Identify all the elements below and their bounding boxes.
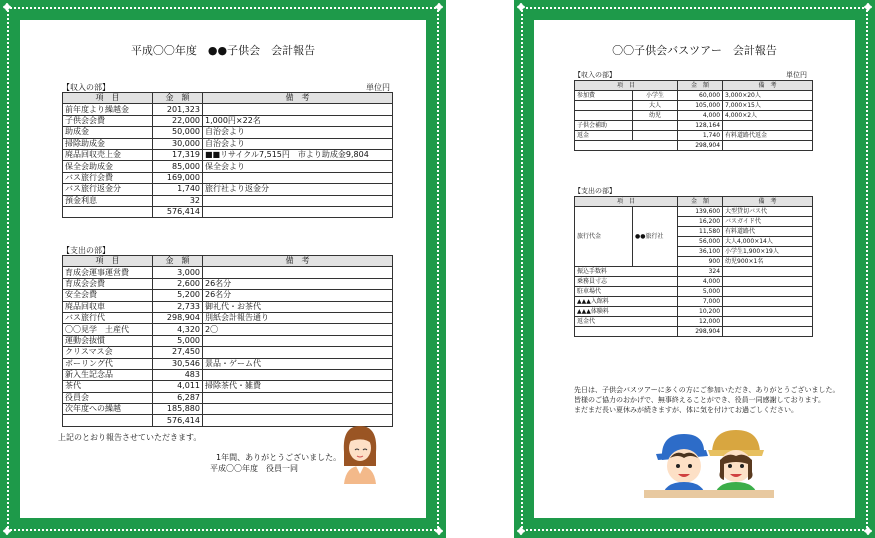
amount-cell: 298,904 xyxy=(153,312,203,323)
note-cell: 有料道路代返金 xyxy=(723,131,813,141)
table-row xyxy=(575,101,813,111)
item-cell: 〇〇見学 土産代 xyxy=(63,324,153,335)
page-content xyxy=(20,20,426,518)
total-row xyxy=(575,141,813,151)
unit-label: 単位円 xyxy=(786,71,807,79)
amount-cell: 11,580 xyxy=(678,227,723,237)
table-row xyxy=(575,267,813,277)
amount-cell: 201,323 xyxy=(153,104,203,115)
item-cell: 運動会抜慣 xyxy=(63,335,153,346)
amount-cell: 7,000 xyxy=(678,297,723,307)
amount-cell: 60,000 xyxy=(678,91,723,101)
amount-cell: 185,880 xyxy=(153,404,203,415)
col-header-item: 項 目 xyxy=(63,93,153,104)
amount-cell: 17,319 xyxy=(153,149,203,160)
note-cell xyxy=(723,277,813,287)
travel-company-cell: ●●旅行社 xyxy=(633,207,678,267)
note-cell: 自治会より xyxy=(203,127,393,138)
empty-cell xyxy=(575,327,678,337)
amount-cell: 56,000 xyxy=(678,237,723,247)
children-illustration-icon xyxy=(644,420,774,498)
note-cell xyxy=(203,404,393,415)
item-cell: 掃除助成金 xyxy=(63,138,153,149)
empty-cell xyxy=(723,327,813,337)
note-cell: 御礼代・お茶代 xyxy=(203,301,393,312)
amount-cell: 22,000 xyxy=(153,115,203,126)
col-header-note: 備 考 xyxy=(723,197,813,207)
empty-cell xyxy=(723,141,813,151)
amount-cell: 30,546 xyxy=(153,358,203,369)
table-row xyxy=(575,287,813,297)
note-cell xyxy=(203,392,393,403)
income-section-label: 【収入の部】 xyxy=(574,71,616,79)
note-cell: 幼児900×1名 xyxy=(723,257,813,267)
amount-cell: 2,733 xyxy=(153,301,203,312)
travel-label-cell: 旅行代金 xyxy=(575,207,633,267)
amount-cell: 50,000 xyxy=(153,127,203,138)
empty-cell xyxy=(63,206,153,217)
expense-section-label: 【支出の部】 xyxy=(574,187,616,195)
income-section-label: 【収入の部】 xyxy=(62,83,110,92)
item-cell: バス旅行代 xyxy=(63,312,153,323)
amount-cell: 2,600 xyxy=(153,278,203,289)
col-header-note: 備 考 xyxy=(203,93,393,104)
item-cell: 廃品回収売上金 xyxy=(63,149,153,160)
table-row xyxy=(575,207,813,217)
empty-cell xyxy=(203,206,393,217)
col-header-item: 項 目 xyxy=(575,81,678,91)
table-row xyxy=(63,301,393,312)
total-amount: 298,904 xyxy=(678,141,723,151)
table-row xyxy=(575,307,813,317)
amount-cell: 27,450 xyxy=(153,347,203,358)
amount-cell: 105,000 xyxy=(678,101,723,111)
income-table xyxy=(62,92,393,218)
amount-cell: 6,287 xyxy=(153,392,203,403)
table-row xyxy=(63,290,393,301)
item-cell: 役員会 xyxy=(63,392,153,403)
note-cell: 7,000×15人 xyxy=(723,101,813,111)
amount-cell: 5,000 xyxy=(678,287,723,297)
clover-icon xyxy=(517,3,525,11)
item-cell xyxy=(575,101,633,111)
note-cell xyxy=(723,297,813,307)
item-cell: バス旅行返金分 xyxy=(63,184,153,195)
item-cell: バス旅行会費 xyxy=(63,172,153,183)
item-cell: 駐車場代 xyxy=(575,287,678,297)
table-row xyxy=(63,267,393,278)
clover-icon xyxy=(864,527,872,535)
table-row xyxy=(63,312,393,323)
note-cell: 自治会より xyxy=(203,138,393,149)
sub-item-cell: 大人 xyxy=(633,101,678,111)
col-header-note: 備 考 xyxy=(203,256,393,267)
table-row xyxy=(63,335,393,346)
note-cell: 大人4,000×14人 xyxy=(723,237,813,247)
clover-icon xyxy=(435,527,443,535)
note-cell: 4,000×2人 xyxy=(723,111,813,121)
clover-icon xyxy=(864,3,872,11)
note-cell: 3,000×20人 xyxy=(723,91,813,101)
item-cell: 子供会補助 xyxy=(575,121,633,131)
amount-cell: 36,100 xyxy=(678,247,723,257)
note-cell: バスガイド代 xyxy=(723,217,813,227)
sub-item-cell xyxy=(633,131,678,141)
item-cell xyxy=(575,111,633,121)
table-row xyxy=(63,358,393,369)
table-row xyxy=(63,404,393,415)
table-row xyxy=(63,347,393,358)
col-header-note: 備 考 xyxy=(723,81,813,91)
item-cell: ボーリング代 xyxy=(63,358,153,369)
closing-line-2: 1年間、ありがとうございました。 xyxy=(216,453,342,462)
amount-cell: 128,164 xyxy=(678,121,723,131)
empty-cell xyxy=(63,415,153,426)
amount-cell: 10,200 xyxy=(678,307,723,317)
item-cell: 育成会運事運営費 xyxy=(63,267,153,278)
total-amount: 298,904 xyxy=(678,327,723,337)
expense-table xyxy=(574,196,813,337)
amount-cell: 12,000 xyxy=(678,317,723,327)
item-cell: 新入生記念品 xyxy=(63,369,153,380)
item-cell: 前年度より繰越金 xyxy=(63,104,153,115)
table-row xyxy=(63,161,393,172)
page-title: 〇〇子供会バスツアー 会計報告 xyxy=(612,44,777,57)
table-row xyxy=(575,277,813,287)
message-line-3: まだまだ長い夏休みが続きますが、体に気を付けてお過ごしください。 xyxy=(574,406,798,414)
amount-cell: 169,000 xyxy=(153,172,203,183)
col-header-item: 項 目 xyxy=(575,197,678,207)
clover-icon xyxy=(3,3,11,11)
table-row xyxy=(63,392,393,403)
table-row xyxy=(575,131,813,141)
note-cell xyxy=(203,267,393,278)
amount-cell: 30,000 xyxy=(153,138,203,149)
amount-cell: 1,740 xyxy=(678,131,723,141)
item-cell: 安全会費 xyxy=(63,290,153,301)
item-cell: 返金 xyxy=(575,131,633,141)
amount-cell: 16,200 xyxy=(678,217,723,227)
note-cell: 1,000円×22名 xyxy=(203,115,393,126)
amount-cell: 32 xyxy=(153,195,203,206)
table-row xyxy=(575,317,813,327)
amount-cell: 139,600 xyxy=(678,207,723,217)
item-cell: 助成金 xyxy=(63,127,153,138)
table-row xyxy=(63,381,393,392)
message-line-1: 先日は、子供会バスツアーに多くの方にご参加いただき、ありがとうございました。 xyxy=(574,386,840,394)
item-cell: 乗務員寸志 xyxy=(575,277,678,287)
amount-cell: 324 xyxy=(678,267,723,277)
table-row xyxy=(63,184,393,195)
amount-cell: 5,000 xyxy=(153,335,203,346)
table-row xyxy=(63,369,393,380)
note-cell: 26名分 xyxy=(203,278,393,289)
item-cell: 返金代 xyxy=(575,317,678,327)
item-cell: 保全会助成金 xyxy=(63,161,153,172)
item-cell: 育成会会費 xyxy=(63,278,153,289)
col-header-amount: 金 額 xyxy=(153,93,203,104)
unit-label: 単位円 xyxy=(366,83,390,92)
closing-line-1: 上記のとおり報告させていただきます。 xyxy=(58,433,202,442)
item-cell: 次年度への繰越 xyxy=(63,404,153,415)
message-line-2: 皆様のご協力のおかげで、無事終えることができ、役員一同感謝しております。 xyxy=(574,396,826,404)
table-row xyxy=(63,324,393,335)
table-row xyxy=(63,149,393,160)
item-cell: 茶代 xyxy=(63,381,153,392)
note-cell: 小学生1,900×19人 xyxy=(723,247,813,257)
right-report-page xyxy=(514,0,875,538)
note-cell xyxy=(723,317,813,327)
amount-cell: 1,740 xyxy=(153,184,203,195)
table-row xyxy=(63,172,393,183)
amount-cell: 4,011 xyxy=(153,381,203,392)
clover-icon xyxy=(517,527,525,535)
note-cell: 2〇 xyxy=(203,324,393,335)
amount-cell: 900 xyxy=(678,257,723,267)
sub-item-cell: 幼児 xyxy=(633,111,678,121)
total-amount: 576,414 xyxy=(153,206,203,217)
clover-icon xyxy=(3,527,11,535)
note-cell: 景品・ゲーム代 xyxy=(203,358,393,369)
note-cell: 有料道路代 xyxy=(723,227,813,237)
clover-icon xyxy=(435,3,443,11)
page-title: 平成〇〇年度 ●●子供会 会計報告 xyxy=(130,44,316,57)
expense-section-label: 【支出の部】 xyxy=(62,246,110,255)
table-row xyxy=(63,115,393,126)
note-cell xyxy=(203,195,393,206)
note-cell: 26名分 xyxy=(203,290,393,301)
table-row xyxy=(63,104,393,115)
col-header-item: 項 目 xyxy=(63,256,153,267)
note-cell xyxy=(203,104,393,115)
table-row xyxy=(575,297,813,307)
table-row xyxy=(63,138,393,149)
income-table xyxy=(574,80,813,151)
note-cell xyxy=(723,267,813,277)
sub-item-cell: 小学生 xyxy=(633,91,678,101)
note-cell: ■■リサイクル7,515円 市より助成金9,804 xyxy=(203,149,393,160)
closing-line-3: 平成〇〇年度 役員一同 xyxy=(210,464,298,473)
table-row xyxy=(63,278,393,289)
amount-cell: 4,000 xyxy=(678,111,723,121)
table-row xyxy=(63,195,393,206)
note-cell: 保全会より xyxy=(203,161,393,172)
total-row xyxy=(575,327,813,337)
item-cell: ▲▲▲入館料 xyxy=(575,297,678,307)
note-cell xyxy=(723,307,813,317)
woman-illustration-icon xyxy=(338,422,382,484)
amount-cell: 4,000 xyxy=(678,277,723,287)
col-header-amount: 金 額 xyxy=(678,81,723,91)
note-cell xyxy=(203,369,393,380)
item-cell: 廃品回収車 xyxy=(63,301,153,312)
col-header-amount: 金 額 xyxy=(678,197,723,207)
note-cell xyxy=(203,172,393,183)
item-cell: ▲▲▲体験料 xyxy=(575,307,678,317)
sub-item-cell xyxy=(633,121,678,131)
table-row xyxy=(575,121,813,131)
table-row xyxy=(63,127,393,138)
note-cell: 大型貸切バス代 xyxy=(723,207,813,217)
amount-cell: 5,200 xyxy=(153,290,203,301)
item-cell: クリスマス会 xyxy=(63,347,153,358)
item-cell: 預金利息 xyxy=(63,195,153,206)
expense-table xyxy=(62,255,393,427)
item-cell: 子供会会費 xyxy=(63,115,153,126)
note-cell: 別紙会計報告通り xyxy=(203,312,393,323)
note-cell xyxy=(723,287,813,297)
total-amount: 576,414 xyxy=(153,415,203,426)
item-cell: 振込手数料 xyxy=(575,267,678,277)
amount-cell: 483 xyxy=(153,369,203,380)
amount-cell: 85,000 xyxy=(153,161,203,172)
amount-cell: 3,000 xyxy=(153,267,203,278)
note-cell: 掃除茶代・雑費 xyxy=(203,381,393,392)
table-row xyxy=(575,91,813,101)
item-cell: 参加費 xyxy=(575,91,633,101)
col-header-amount: 金 額 xyxy=(153,256,203,267)
total-row xyxy=(63,206,393,217)
table-row xyxy=(575,111,813,121)
note-cell xyxy=(203,335,393,346)
note-cell: 旅行社より返金分 xyxy=(203,184,393,195)
amount-cell: 4,320 xyxy=(153,324,203,335)
page-content xyxy=(534,20,855,518)
empty-cell xyxy=(575,141,678,151)
note-cell xyxy=(723,121,813,131)
note-cell xyxy=(203,347,393,358)
